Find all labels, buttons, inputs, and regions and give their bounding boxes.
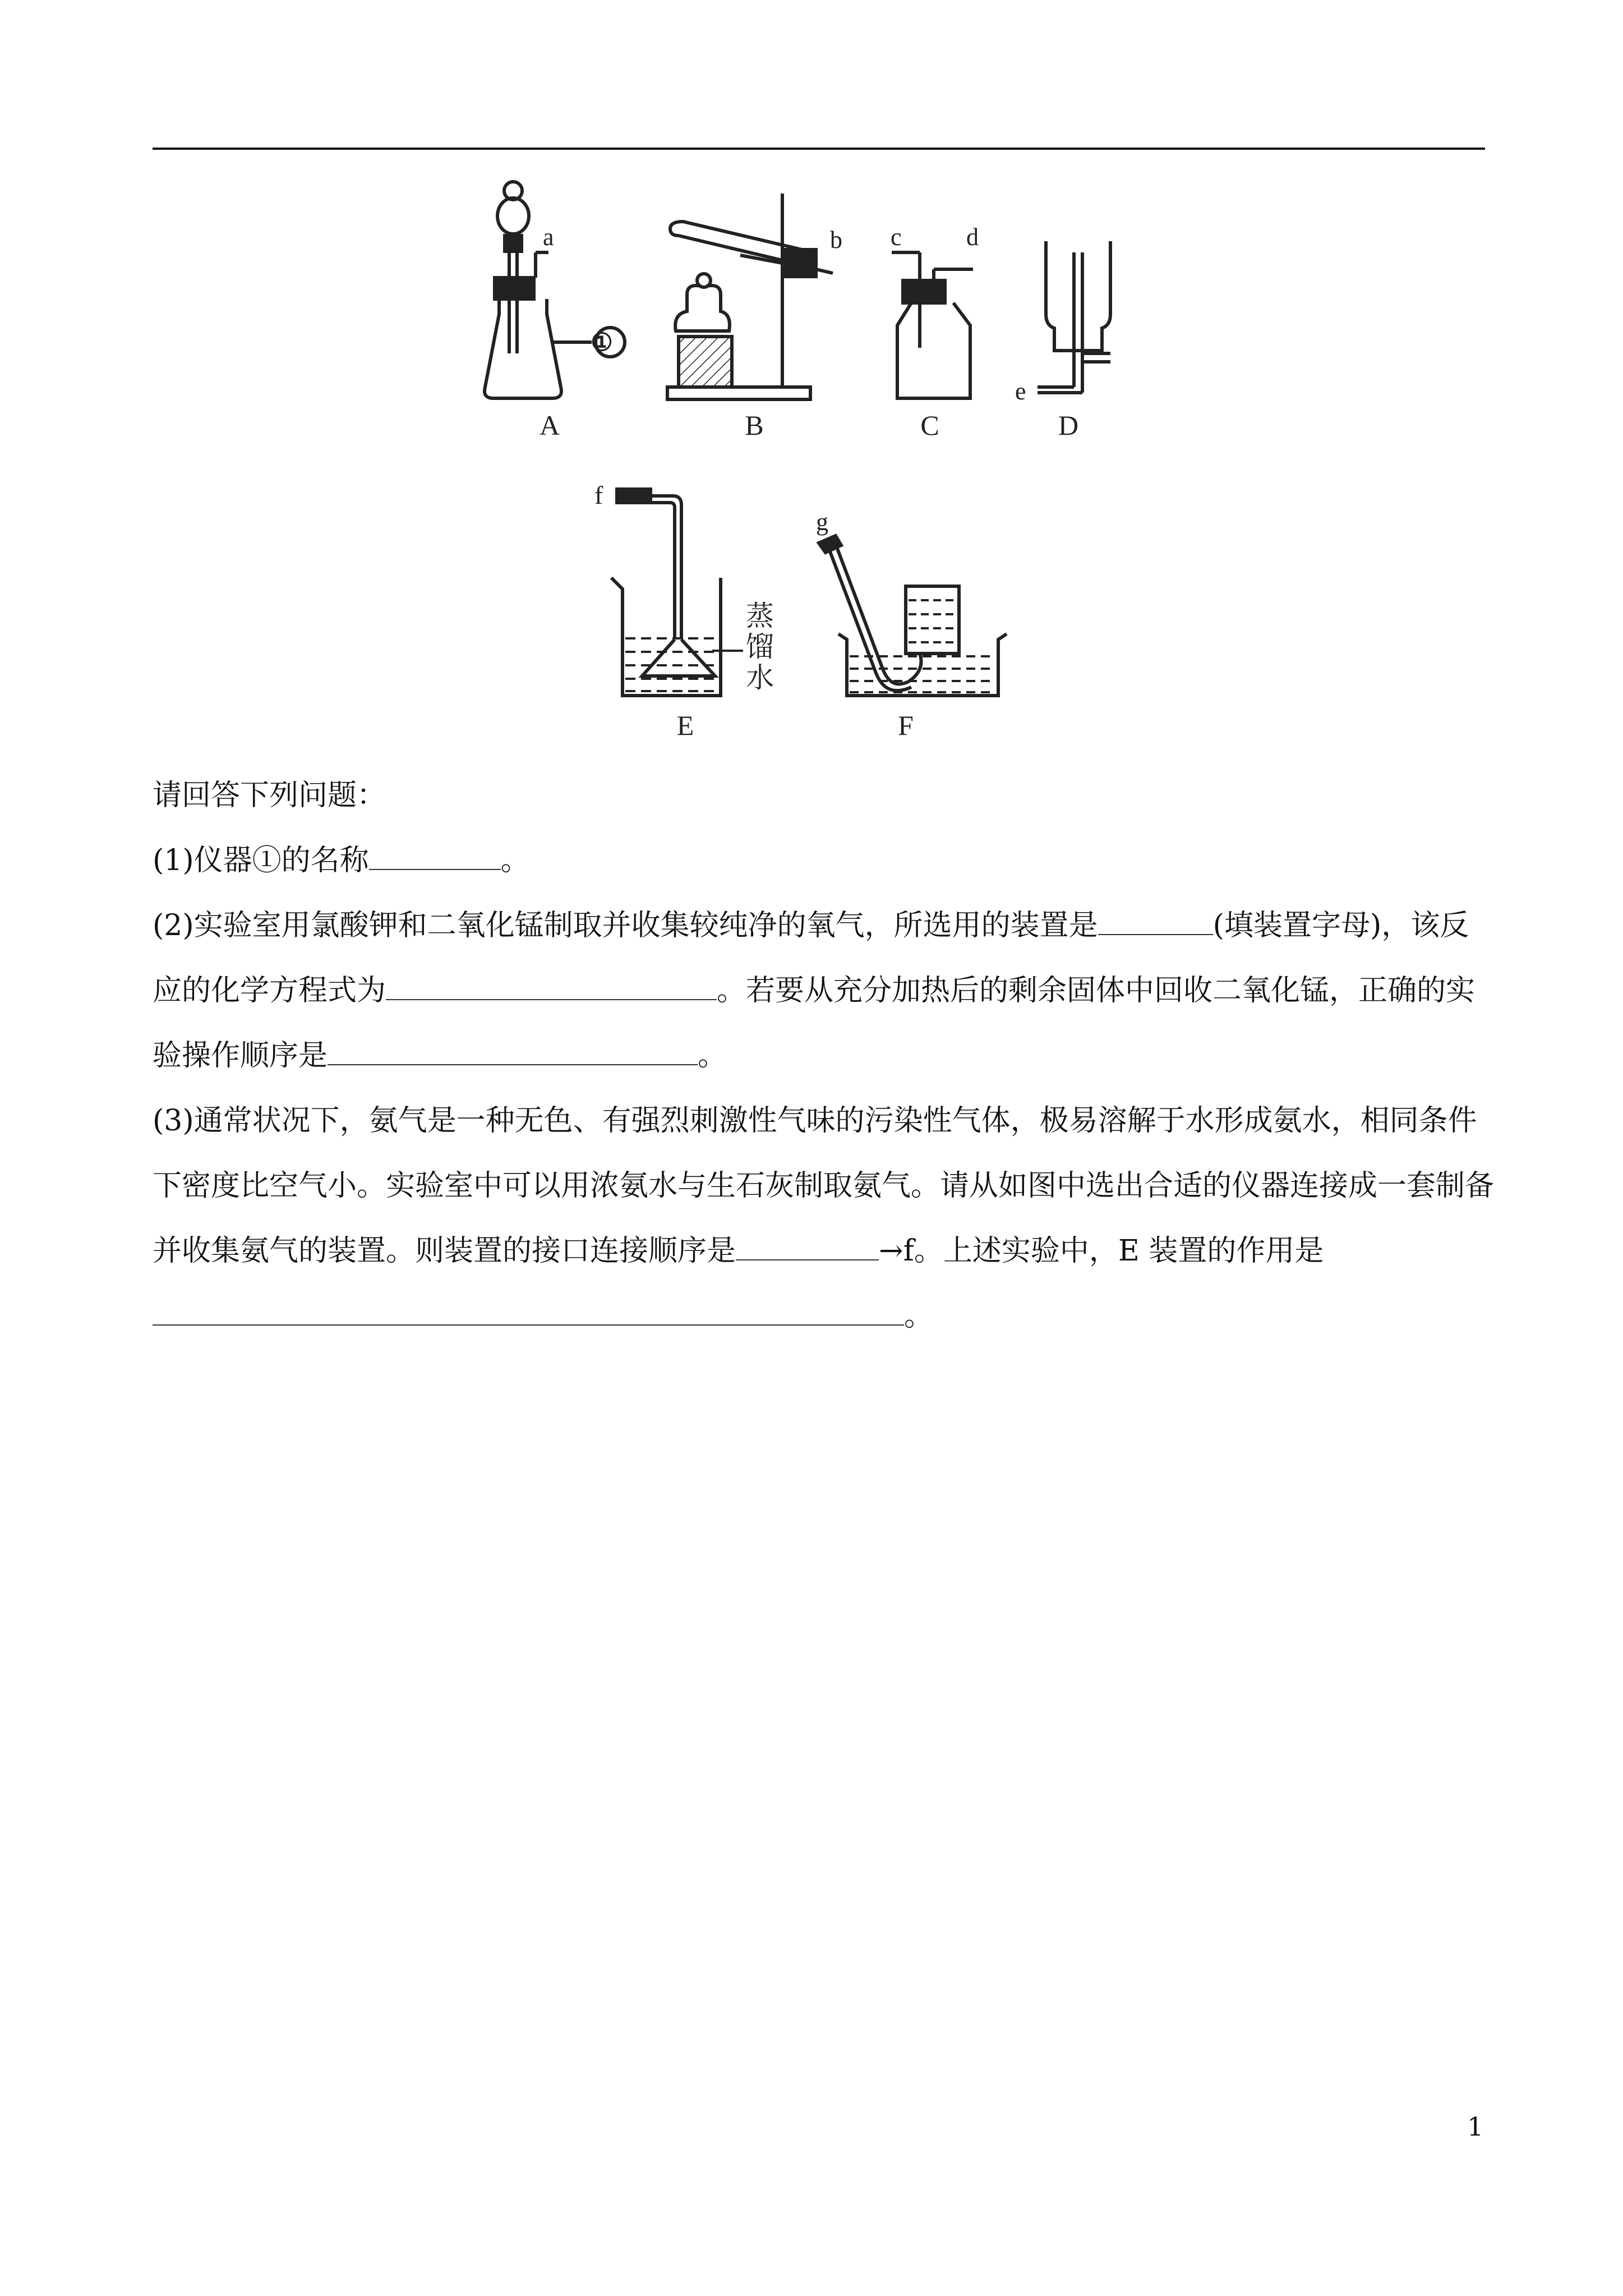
label-circle-one: ①	[591, 329, 613, 356]
q3-order-blank[interactable]	[736, 1232, 879, 1260]
intro-text: 请回答下列问题：	[153, 779, 386, 812]
distilled-water-char-2: 馏	[746, 631, 774, 662]
label-f: f	[594, 481, 603, 509]
questions	[153, 763, 1495, 1349]
q2-equation-blank[interactable]	[386, 972, 717, 1000]
apparatus-e	[611, 489, 743, 696]
label-D: D	[1058, 409, 1079, 441]
apparatus-c	[892, 252, 973, 398]
q2-text-1: (2)实验室用氯酸钾和二氧化锰制取并收集较纯净的氧气，所选用的装置是	[153, 909, 1098, 942]
label-A: A	[539, 409, 560, 441]
distilled-water-char-3: 水	[746, 662, 774, 693]
label-d: d	[966, 223, 979, 251]
distilled-water-char-1: 蒸	[746, 600, 774, 632]
label-g: g	[816, 508, 828, 536]
label-b: b	[830, 226, 842, 254]
question-2-line-2	[153, 958, 1485, 1023]
apparatus-figure	[0, 0, 1623, 746]
apparatus-a	[485, 182, 625, 398]
q3-text-4b: 。	[904, 1299, 934, 1333]
label-F: F	[898, 710, 914, 741]
question-3-line-1: (3)通常状况下，氨气是一种无色、有强烈刺激性气味的污染性气体，极易溶解于水形成氨水，相同条件	[153, 1104, 1477, 1138]
label-e: e	[1015, 378, 1026, 405]
question-3-line-2: 下密度比空气小。实验室中可以用浓氨水与生石灰制取氨气。请从如图中选出合适的仪器连接成一套制备	[153, 1169, 1495, 1203]
q2-text-2: 应的化学方程式为	[153, 974, 386, 1007]
q3-purpose-blank[interactable]	[153, 1297, 904, 1326]
question-3-line-4	[153, 1283, 1485, 1349]
label-c: c	[891, 223, 902, 251]
label-a: a	[543, 223, 554, 251]
label-B: B	[745, 409, 764, 441]
label-C: C	[920, 409, 939, 441]
q1-suffix: 。	[500, 844, 530, 877]
q1-text: (1)仪器①的名称	[153, 844, 369, 877]
label-E: E	[676, 710, 694, 741]
q2-procedure-blank[interactable]	[328, 1037, 698, 1065]
q2-text-2b: 。若要从充分加热后的剩余固体中回收二氧化锰，正确的实	[717, 974, 1476, 1007]
apparatus-d	[1038, 241, 1110, 393]
apparatus-f	[819, 536, 1007, 696]
q2-device-blank[interactable]	[1098, 907, 1213, 935]
page-number: 1	[1467, 2111, 1484, 2142]
q2-text-3: 验操作顺序是	[153, 1039, 328, 1073]
q3-text-3: 并收集氨气的装置。则装置的接口连接顺序是	[153, 1234, 736, 1268]
question-2-line-1	[153, 893, 1485, 958]
question-2-line-3	[153, 1023, 1485, 1088]
q2-text-1b: (填装置字母)，该反	[1212, 909, 1469, 942]
apparatus-b	[667, 194, 833, 399]
q2-text-3b: 。	[698, 1039, 727, 1073]
q1-answer-blank[interactable]	[369, 842, 501, 870]
question-3-line-3	[153, 1218, 1485, 1283]
q3-text-3b: →f。上述实验中，E 装置的作用是	[879, 1234, 1324, 1268]
question-1	[153, 828, 1485, 893]
